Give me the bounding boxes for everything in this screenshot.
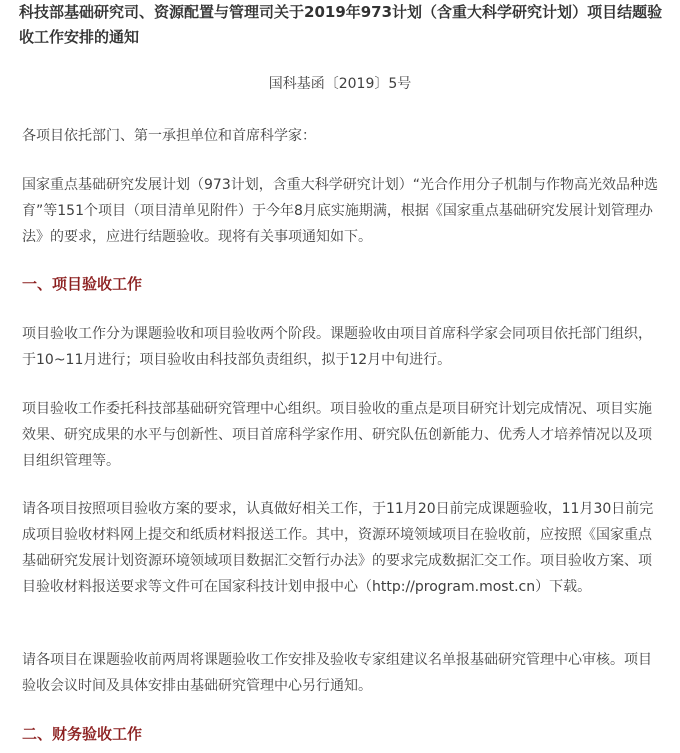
section-1-paragraph-3: 请各项目按照项目验收方案的要求，认真做好相关工作，于11月20日前完成课题验收，11月30日前完成项目验收材料网上提交和纸质材料报送工作。其中，资源环境领域项目在验收前，应按照《国家重点基础研究发展计划资源环境领域项目数据汇交暂行办法》的要求完成数据汇交工作。项目验收方案、项目验收材料报送要求等文件可在国家科技计划申报中心（http://program.most.cn）下载。	[22, 501, 654, 595]
section-heading-financial-acceptance: 二、财务验收工作	[22, 725, 143, 743]
section-1-paragraph-1: 项目验收工作分为课题验收和项目验收两个阶段。课题验收由项目首席科学家会同项目依托部门组织，于10~11月进行；项目验收由科技部负责组织，拟于12月中旬进行。	[22, 326, 652, 368]
section-1-paragraph-2: 项目验收工作委托科技部基础研究管理中心组织。项目验收的重点是项目研究计划完成情况、项目实施效果、研究成果的水平与创新性、项目首席科学家作用、研究队伍创新能力、优秀人才培养情况以及项目组织管理等。	[22, 401, 652, 469]
greeting-line: 各项目依托部门、第一承担单位和首席科学家：	[22, 128, 316, 144]
notice-title: 科技部基础研究司、资源配置与管理司关于2019年973计划（含重大科学研究计划）项目结题验收工作安排的通知	[19, 3, 663, 46]
section-1-paragraph-4: 请各项目在课题验收前两周将课题验收工作安排及验收专家组建议名单报基础研究管理中心审核。项目验收会议时间及具体安排由基础研究管理中心另行通知。	[22, 652, 652, 694]
document-number: 国科基函〔2019〕5号	[268, 76, 412, 92]
intro-paragraph: 国家重点基础研究发展计划（973计划，含重大科学研究计划）“光合作用分子机制与作物高光效品种选育”等151个项目（项目清单见附件）于今年8月底实施期满，根据《国家重点基础研究发展计划管理办法》的要求，应进行结题验收。现将有关事项通知如下。	[22, 177, 658, 245]
section-heading-project-acceptance: 一、项目验收工作	[22, 275, 143, 293]
